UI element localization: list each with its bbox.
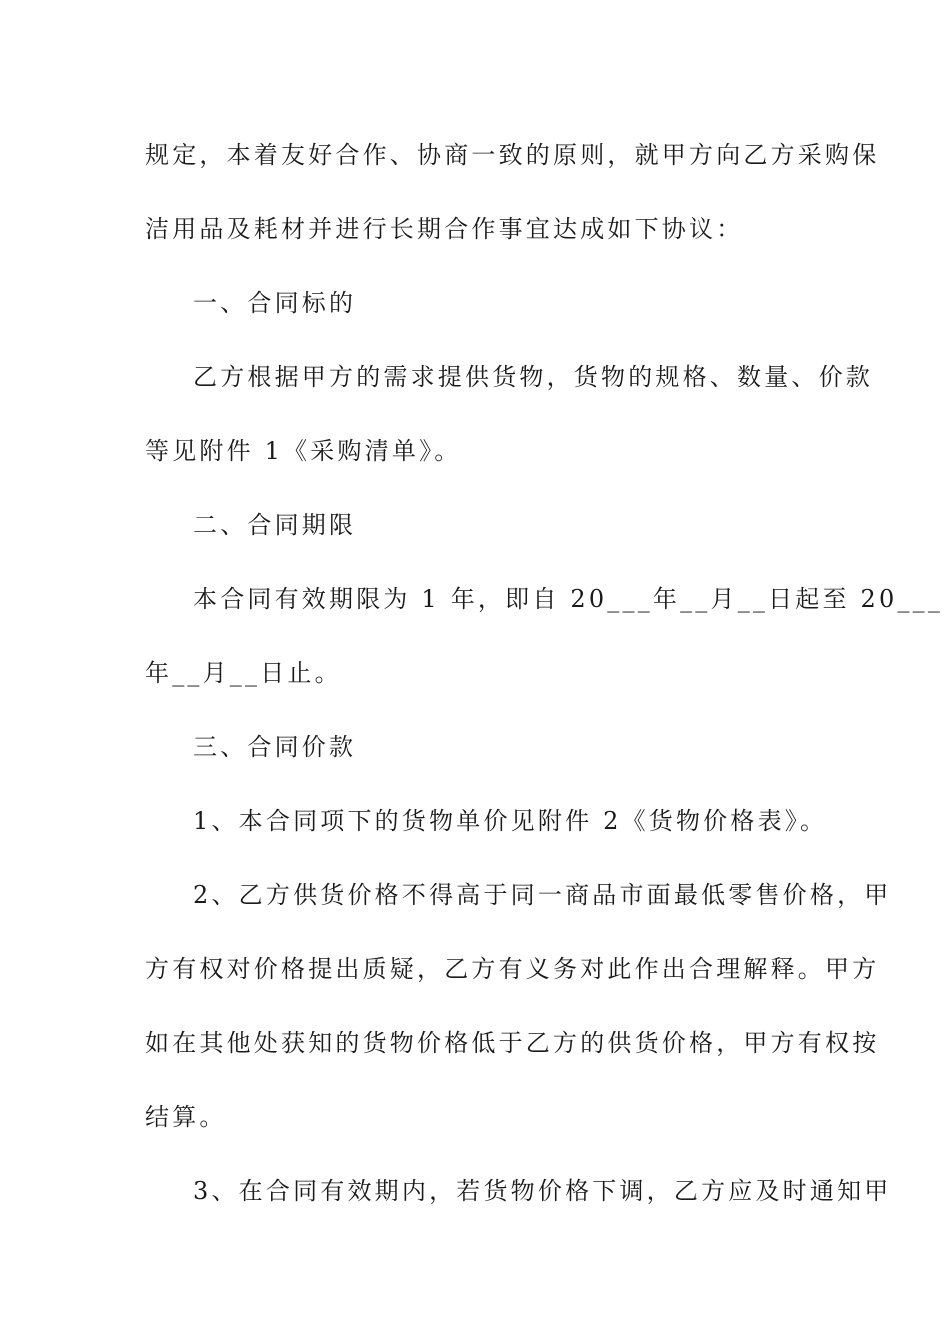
text-line-15: 3、在合同有效期内，若货物价格下调，乙方应及时通知甲 bbox=[193, 1177, 892, 1205]
text-line-8: 年__月__日止。 bbox=[145, 659, 342, 687]
section-heading-1: 一、合同标的 bbox=[193, 289, 357, 317]
text-line-1: 规定，本着友好合作、协商一致的原则，就甲方向乙方采购保 bbox=[145, 141, 880, 169]
text-line-12: 方有权对价格提出质疑，乙方有义务对此作出合理解释。甲方 bbox=[145, 955, 880, 983]
text-line-4: 乙方根据甲方的需求提供货物，货物的规格、数量、价款 bbox=[193, 363, 873, 391]
text-line-2: 洁用品及耗材并进行长期合作事宜达成如下协议： bbox=[145, 215, 744, 243]
text-line-13: 如在其他处获知的货物价格低于乙方的供货价格，甲方有权按 bbox=[145, 1029, 880, 1057]
text-line-7: 本合同有效期限为 1 年，即自 20___年__月__日起至 20___ bbox=[193, 585, 944, 613]
text-line-11: 2、乙方供货价格不得高于同一商品市面最低零售价格，甲 bbox=[193, 881, 892, 909]
text-line-10: 1、本合同项下的货物单价见附件 2《货物价格表》。 bbox=[193, 807, 828, 835]
text-line-5: 等见附件 1《采购清单》。 bbox=[145, 437, 462, 465]
section-heading-3: 三、合同价款 bbox=[193, 733, 357, 761]
section-heading-2: 二、合同期限 bbox=[193, 511, 357, 539]
text-line-14: 结算。 bbox=[145, 1103, 227, 1131]
